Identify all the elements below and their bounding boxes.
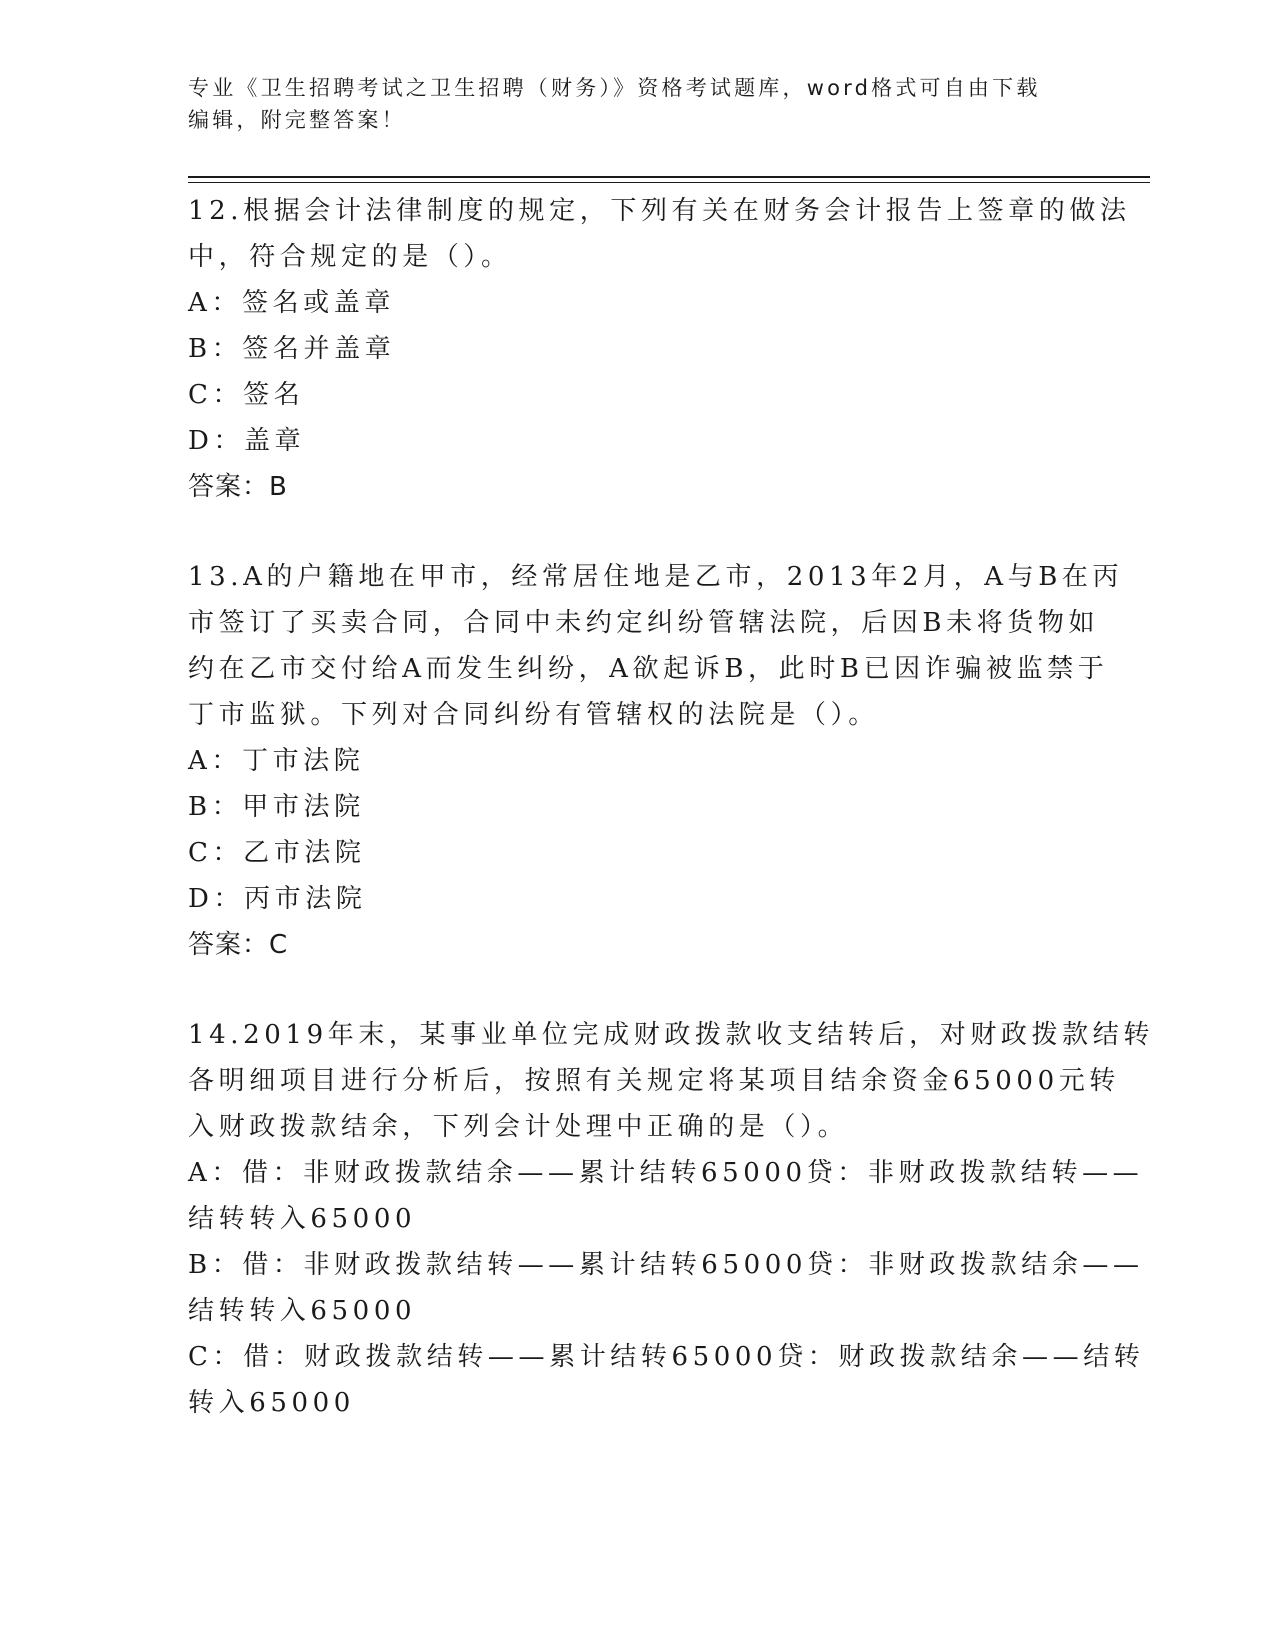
option-b: B：签名并盖章 [188,334,396,364]
question-block [188,1012,1154,1426]
option-a: A：签名或盖章 [188,288,395,318]
question-text-line: 各明细项目进行分析后，按照有关规定将某项目结余资金65000元转 [188,1066,1120,1096]
question-text-line: 13.A的户籍地在甲市，经常居住地是乙市，2013年2月，A与B在丙 [188,562,1124,592]
header-divider-thin [188,182,1150,183]
header-line-2: 编辑，附完整答案！ [188,108,406,132]
question-block [188,188,1131,510]
question-text-line: 14.2019年末，某事业单位完成财政拨款收支结转后，对财政拨款结转 [188,1020,1154,1050]
option-c: C：借：财政拨款结转——累计结转65000贷：财政拨款结余——结转 [188,1342,1145,1372]
option-b: B：甲市法院 [188,792,365,822]
document-header [188,72,1068,136]
option-a-continued: 结转转入65000 [188,1204,417,1234]
question-text-line: 中，符合规定的是（）。 [188,242,512,272]
header-divider-thick [188,176,1150,178]
question-text-line: 约在乙市交付给A而发生纠纷，A欲起诉B，此时B已因诈骗被监禁于 [188,654,1109,684]
question-spacer [188,510,1088,554]
option-c: C：乙市法院 [188,838,366,868]
header-line-1: 专业《卫生招聘考试之卫生招聘（财务）》资格考试题库，word格式可自由下载 [188,76,1041,100]
option-a: A：丁市法院 [188,746,365,776]
option-c: C：签名 [188,380,305,410]
option-c-continued: 转入65000 [188,1388,355,1418]
option-b-continued: 结转转入65000 [188,1296,417,1326]
option-d: D：盖章 [188,426,306,456]
option-b: B：借：非财政拨款结转——累计结转65000贷：非财政拨款结余—— [188,1250,1144,1280]
question-text-line: 丁市监狱。下列对合同纠纷有管辖权的法院是（）。 [188,700,879,730]
answer-label: 答案：B [188,472,288,502]
option-a: A：借：非财政拨款结余——累计结转65000贷：非财政拨款结转—— [188,1158,1144,1188]
option-d: D：丙市法院 [188,884,367,914]
question-list [188,188,1154,1426]
question-block [188,554,1124,968]
question-spacer [188,968,1088,1012]
answer-label: 答案：C [188,930,289,960]
question-text-line: 入财政拨款结余，下列会计处理中正确的是（）。 [188,1112,849,1142]
question-text-line: 市签订了买卖合同，合同中未约定纠纷管辖法院，后因B未将货物如 [188,608,1100,638]
question-text-line: 12.根据会计法律制度的规定，下列有关在财务会计报告上签章的做法 [188,196,1131,226]
